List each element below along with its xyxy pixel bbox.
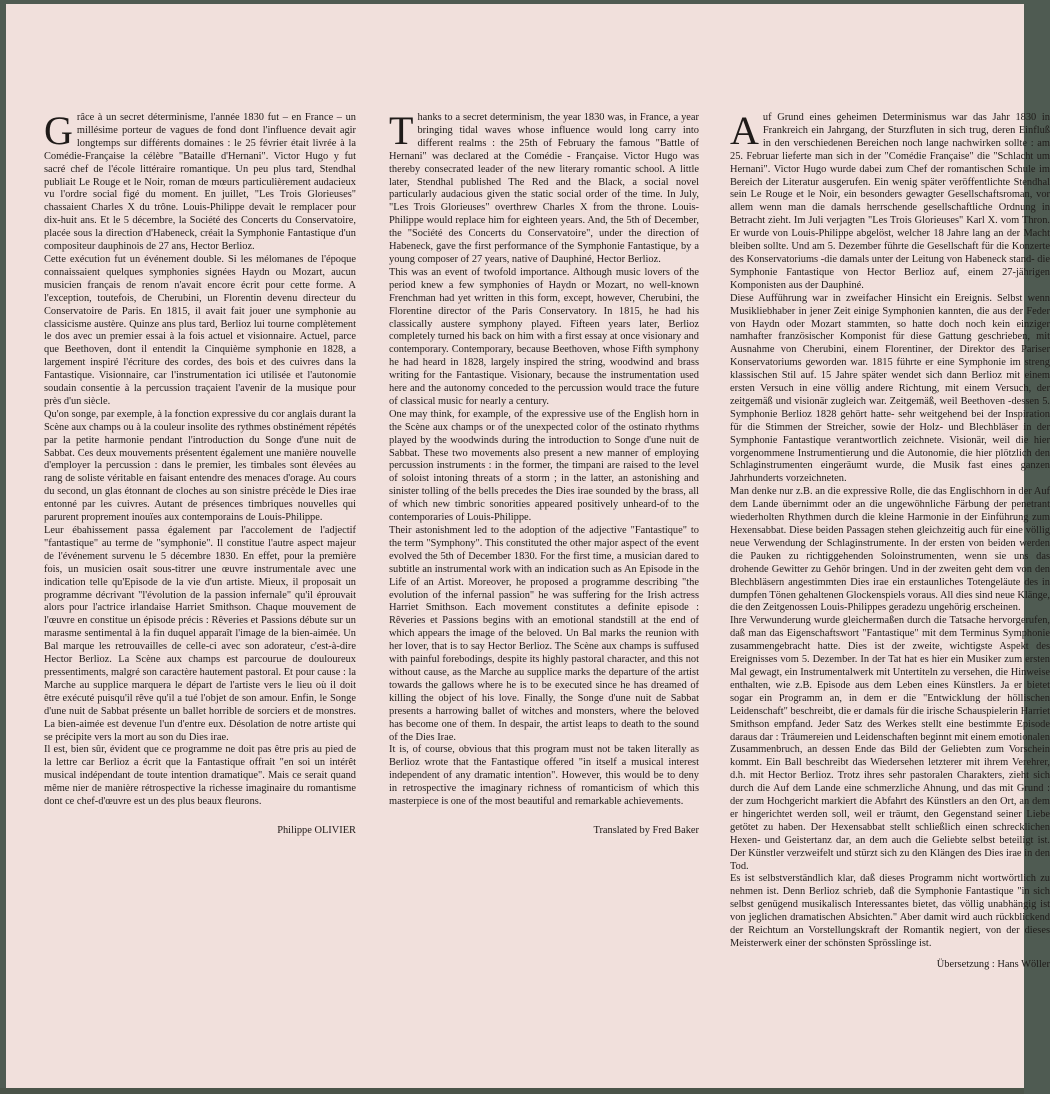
german-signature: Übersetzung : Hans Wöller bbox=[936, 958, 1050, 970]
english-dropcap: T bbox=[389, 108, 414, 153]
french-signature: Philippe OLIVIER bbox=[277, 824, 356, 836]
french-column bbox=[44, 108, 356, 838]
german-paragraph-5: Es ist selbstverständlich klar, daß dieses Programm nicht wortwörtlich zu nehmen ist. Denn Berlioz schrieb, daß die Symphonie Fantastique "in sich selbst genügend musikalisch Interessantes bietet, das völlig unabhängig ist von jeglichen dramatischen Absichten." Aber damit wird auch rückblickend der Reichtum an Vorstellungskraft der Romantik negiert, von der dieses Meisterwerk einer der schönsten Sprösslinge ist. bbox=[730, 873, 1050, 949]
french-dropcap: G bbox=[44, 108, 73, 153]
french-paragraph-2: Cette exécution fut un événement double. Si les mélomanes de l'époque connaissaient quelques symphonies signées Haydn ou Mozart, aucun musicien français de renom n'avait encore écrit pour cette forme. A l'exception, toutefois, de Cherubini, un Florentin devenu directeur du Conservatoire de Paris. En 1815, il avait fait jouer une symphonie au classicisme austère. Quinze ans plus tard, Berlioz lui tourne complètement le dos avec un premier essai à la fois actuel et visionnaire. Actuel, parce que Beethoven, dont il entendit la Cinquième symphonie en 1828, a largement inspiré l'écriture des cordes, des bois et des cuivres dans la Fantastique. Visionnaire, car l'instrumentation ici utilisée et l'autonomie soudain consentie à la percussion traçaient l'avenir de la musique pour près d'un siècle. bbox=[44, 253, 356, 407]
record-sleeve-back bbox=[6, 4, 1050, 1088]
german-paragraph-3: Man denke nur z.B. an die expressive Rolle, die das Englischhorn in der Auf dem Lande übernimmt oder an die ungewöhnliche Färbung der penetrant wiederholten Rhythmen durch die kleine Harmonie in der Einführung zum Hexensabbat. Diese beiden Passagen stehen gleichzeitig auch für eine völlig neue Verwendung der Schlaginstrumente. In der ersten von beiden werden die Pauken zu richtiggehenden Soloinstrumenten, wenn sie uns das drohende Gewitter zu Gehör bringen. Und in der zweiten geht dem von den Blechbläsern angestimmten Dies irae ein erstaunliches Totengeläute des in dumpfen Tönen gehaltenen Glockenspiels voraus. All dies sind neue Klänge, die den Zeitgenossen Louis-Philippes geradezu ungehörig erscheinen. bbox=[730, 486, 1050, 614]
german-column bbox=[730, 108, 1050, 972]
english-paragraph-1: Thanks to a secret determinism, the year 1830 was, in France, a year bringing tidal waves whose influence would long carry into different realms : the 25th of February the famous "Battle of Hernani" was declared at the Comédie - Française. Victor Hugo was thereby consecrated leader of the new literary romantic school. A little later, Stendhal published The Red and the Black, a social novel particularly audacious given the static social order of the time. In July, "Les Trois Glorieuses" overthrew Charles X from the throne. Louis-Philippe would replace him for eighteen years. And, the 5th of December, the "Société des Concerts du Conservatoire", under the direction of Habeneck, gave the first performance of the Symphonie Fantastique, by a young composer of 27 years, native of Dauphiné, Hector Berlioz. bbox=[389, 108, 699, 265]
english-paragraph-4: Their astonishment led to the adoption of the adjective "Fantastique" to the term "Symphony". This constituted the other major aspect of the event evolved the 5th of December 1830. For the first time, a musician dared to subtitle an instrumental work with an indication such as An Episode in the Life of an Artist. Moreover, he proposed a programme describing "the evolution of the infernal passion" he was suffering for the Irish actress Harriet Smithson. Each movement constitutes a definite episode : Rêveries et Passions begins with an emotional standstill at the end of which appears the image of the beloved. Un Bal marks the reunion with her lover, that is to say Hector Berlioz. The Scène aux champs is suffused with painful forebodings, despite its highly pastoral character, and this not without cause, as the Marche au supplice marks the departure of the artist towards the gallows where he is to be executed since he has dreamed of killing the object of his love. Finally, the Songe d'une nuit de Sabbat presents a harrowing ballet of witches and monsters, where the beloved has become one of them. In despair, the artist leaps to death to the sound of the Dies Irae. bbox=[389, 525, 699, 743]
english-signature: Translated by Fred Baker bbox=[593, 824, 699, 836]
german-paragraph-2: Diese Aufführung war in zweifacher Hinsicht ein Ereignis. Selbst wenn Musikliebhaber in jener Zeit einige Symphonien kannten, die aus der Feder von Haydn oder Mozart stammten, so hatte doch noch kein einziger namhafter französischer Komponist für diese Gattung geschrieben, mit Ausnahme von Cherubini, einem Florentiner, der Direktor des Pariser Konservatoriums geworden war. 1815 führte er eine Symphonie im streng klassischen Stil auf. 15 Jahre später wendet sich dann Berlioz mit einem ersten Versuch in eine völlig andere Richtung, mit einem Versuch, der zeitgemäß und visionär zugleich war. Zeitgemäß, weil Beethoven -dessen 5. Symphonie Berlioz 1828 gehört hatte- sehr weitgehend bei der Inspiration für die Stimmen der Streicher, sowie der Holz- und Blechbläser in der Symphonie Fantastique verantwortlich zeichnete. Visionär, weil die hier vorgenommene Instrumentierung und die Autonomie, die hier plötzlich den Schlaginstrumenten eingeräumt wurde, die Musik fast eines ganzen Jahrhunderts vorzeichneten. bbox=[730, 292, 1050, 485]
german-paragraph-1: Auf Grund eines geheimen Determinismus war das Jahr 1830 in Frankreich ein Jahrgang, der Sturzfluten in sich trug, deren Einfluß in den verschiedenen Bereichen noch lange nachwirken sollte : am 25. Februar lieferte man sich in der "Comédie Française" die "Schlacht um Hernani". Victor Hugo wurde dabei zum Chef der romantischen Schule im Bereich der Literatur ausgerufen. Ein wenig später veröffentlichte Stendhal sein Le Rouge et le Noir, ein besonders gewagter Gesellschaftsroman, vor allem wenn man die damals herrschende gesellschaftliche Ordnung in Betracht zieht. Im Juli verjagten "Les Trois Glorieuses" Karl X. vom Thron. Er wurde von Louis-Philippe abgelöst, welcher 18 Jahre lang an der Macht bleiben sollte. Und am 5. Dezember führte die Gesellschaft für die Konzerte des Konservatoriums -die damals unter der Leitung von Habeneck stand- die Symphonie Fantastique von Hector Berlioz auf, einem 27-jährigen Komponisten aus der Dauphiné. bbox=[730, 108, 1050, 291]
english-paragraph-3: One may think, for example, of the expressive use of the English horn in the Scène aux champs or of the unexpected color of the ostinato rhythms played by the woodwinds during the introduction to Songe d'une nuit de Sabbat. These two movements also present a new manner of employing percussion instruments : in the former, the timpani are raised to the level of soloist intoning threats of a storm ; in the latter, an astonishing and sinister tolling of the bells precedes the Dies irae sounded by the brass, all of which new timbric sonorities appeared positively unheard-of to the contemporaries of Louis-Philippe. bbox=[389, 408, 699, 524]
french-paragraph-3: Qu'on songe, par exemple, à la fonction expressive du cor anglais durant la Scène aux champs ou à la couleur insolite des rythmes obstinément répétés par la petite harmonie pendant l'introduction du Songe d'une nuit de Sabbat. Ces deux mouvements présentent également une manière nouvelle d'employer la percussion : dans le premier, les timbales sont élevées au rang de soliste véritable en faisant entendre des menaces d'orage. Au cours du second, un glas étonnant de cloches au son sinistre précède le Dies irae entonné par les cuivres. Autant de présences timbriques nouvelles qui parurent proprement inouïes aux contemporains de Louis-Philippe. bbox=[44, 408, 356, 524]
german-dropcap: A bbox=[730, 108, 759, 153]
bottom-edge-strip bbox=[0, 1088, 1024, 1094]
french-paragraph-4: Leur ébahissement passa également par l'accolement de l'adjectif "fantastique" au terme de "symphonie". Il constitue l'autre aspect majeur de l'événement survenu le 5 décembre 1830. En effet, pour la première fois, un musicien osait sous-titrer une œuvre instrumentale avec une indication telle qu'Episode de la vie d'un artiste. Mieux, il proposait un programme décrivant "l'évolution de la passion infernale" qu'il éprouvait alors pour l'actrice irlandaise Harriet Smithson. Chaque mouvement de l'œuvre en constitue un épisode précis : Rêveries et Passions débute sur un marasme sentimental à la fin duquel apparaît l'image de la bien-aimée. Un Bal marque les retrouvailles de celle-ci avec son adorateur, c'est-à-dire Hector Berlioz. La Scène aux champs est parcourue de douloureux pressentiments, malgré son caractère hautement pastoral. Et pour cause : la Marche au supplice marquera le départ de l'artiste vers le lieu où il doit être exécuté puisqu'il rêve qu'il a tué l'objet de son amour. Enfin, le Songe d'une nuit de Sabbat présente un ballet horrible de sorciers et de monstres. La bien-aimée est devenue l'un d'entre eux. Désolation de notre artiste qui se précipite vers la mort au son du Dies irae. bbox=[44, 525, 356, 743]
english-column bbox=[389, 108, 699, 838]
german-paragraph-4: Ihre Verwunderung wurde gleichermaßen durch die Tatsache hervorgerufen, daß man das Eigenschaftswort "Fantastique" mit dem Terminus Symphonie zusammengebracht hatte. Dies ist der zweite, wichtigste Aspekt des Ereignisses vom 5. Dezember. In der Tat hat es hier ein Musiker zum ersten Mal gewagt, ein Instrumentalwerk mit Untertiteln zu versehen, die Hinweise enthalten, wie z.B. Episode aus dem Leben eines Künstlers. Ja er bietet sogar ein Programm an, in dem er die "Entwicklung der höllischen Leidenschaft" beschreibt, die er damals für die irische Schauspielerin Harriet Smithson empfand. Jeder Satz des Werkes stellt eine bestimmte Episode daraus dar : Träumereien und Leidenschaften beginnt mit einem emotionalen Zusammenbruch, an dessen Ende das Bild der Geliebten zum Vorschein kommt. Ein Ball beschreibt das Wiedersehen letzterer mit ihrem Verehrer, d.h. mit Hector Berlioz. Trotz ihres sehr pastoralen Charakters, zieht sich durch die Auf dem Lande eine schmerzliche Ahnung, und das mit Grund : der zum Hochgericht markiert die Abfahrt des Künstlers an den Ort, an dem er hingerichtet werden soll, weil er träumt, den Gegenstand seiner Liebe getötet zu haben. Der Hexensabbat stellt schließlich einen schrecklichen Hexen- und Geistertanz dar, an dem auch die Geliebte selbst beteiligt ist. Der Künstler verzweifelt und stürzt sich zu den Klängen des Dies irae in den Tod. bbox=[730, 615, 1050, 872]
french-paragraph-1: Grâce à un secret déterminisme, l'année 1830 fut – en France – un millésime porteur de vagues de fond dont l'influence devait agir longtemps sur différents domaines : le 25 février était livrée à la Comédie-Française la célèbre "Bataille d'Hernani". Victor Hugo y fut sacré chef de l'école littéraire romantique. Un peu plus tard, Stendhal publiait Le Rouge et le Noir, roman de mœurs particulièrement audacieux vu l'ordre social figé du moment. En juillet, "Les Trois Glorieuses" chassaient Charles X du trône. Louis-Philippe devait le remplacer pour dix-huit ans. Et le 5 décembre, la Société des Concerts du Conservatoire, placée sous la direction d'Habeneck, créait la Symphonie Fantastique d'un compositeur dauphinois de 27 ans, Hector Berlioz. bbox=[44, 108, 356, 253]
english-paragraph-5: It is, of course, obvious that this program must not be taken literally as Berlioz wrote that the Fantastique offered "in itself a musical interest independent of any dramatic intention". However, this would be to deny in retrospective the imaginary richness of romanticism of which this masterpiece is one of the most beautiful and remarkable achievements. bbox=[389, 744, 699, 808]
french-paragraph-5: Il est, bien sûr, évident que ce programme ne doit pas être pris au pied de la lettre car Berlioz a écrit que la Fantastique offrait "en soi un intérêt musical indépendant de toute intention dramatique". Mais ce serait quand même nier de manière rétrospective la richesse imaginaire du romantisme dont ce chef-d'œuvre est un des plus beaux fleurons. bbox=[44, 744, 356, 808]
english-paragraph-2: This was an event of twofold importance. Although music lovers of the period knew a few symphonies of Haydn or Mozart, no well-known Frenchman had yet written in this form, except, however, Cherubini, the Florentine director of the Paris Conservatory. In 1815, he had his classically austere symphony played. Fifteen years later, Berlioz completely turned his back on him with a first essay at once visionary and contemporary. Contemporary, because Beethoven, whose Fifth symphony he had heard in 1828, largely inspired the string, woodwind and brass writing for the Fantastique. Visionary, because the instrumentation used here and the autonomy conceded to the percussion would trace the future of classical music for nearly a century. bbox=[389, 266, 699, 407]
